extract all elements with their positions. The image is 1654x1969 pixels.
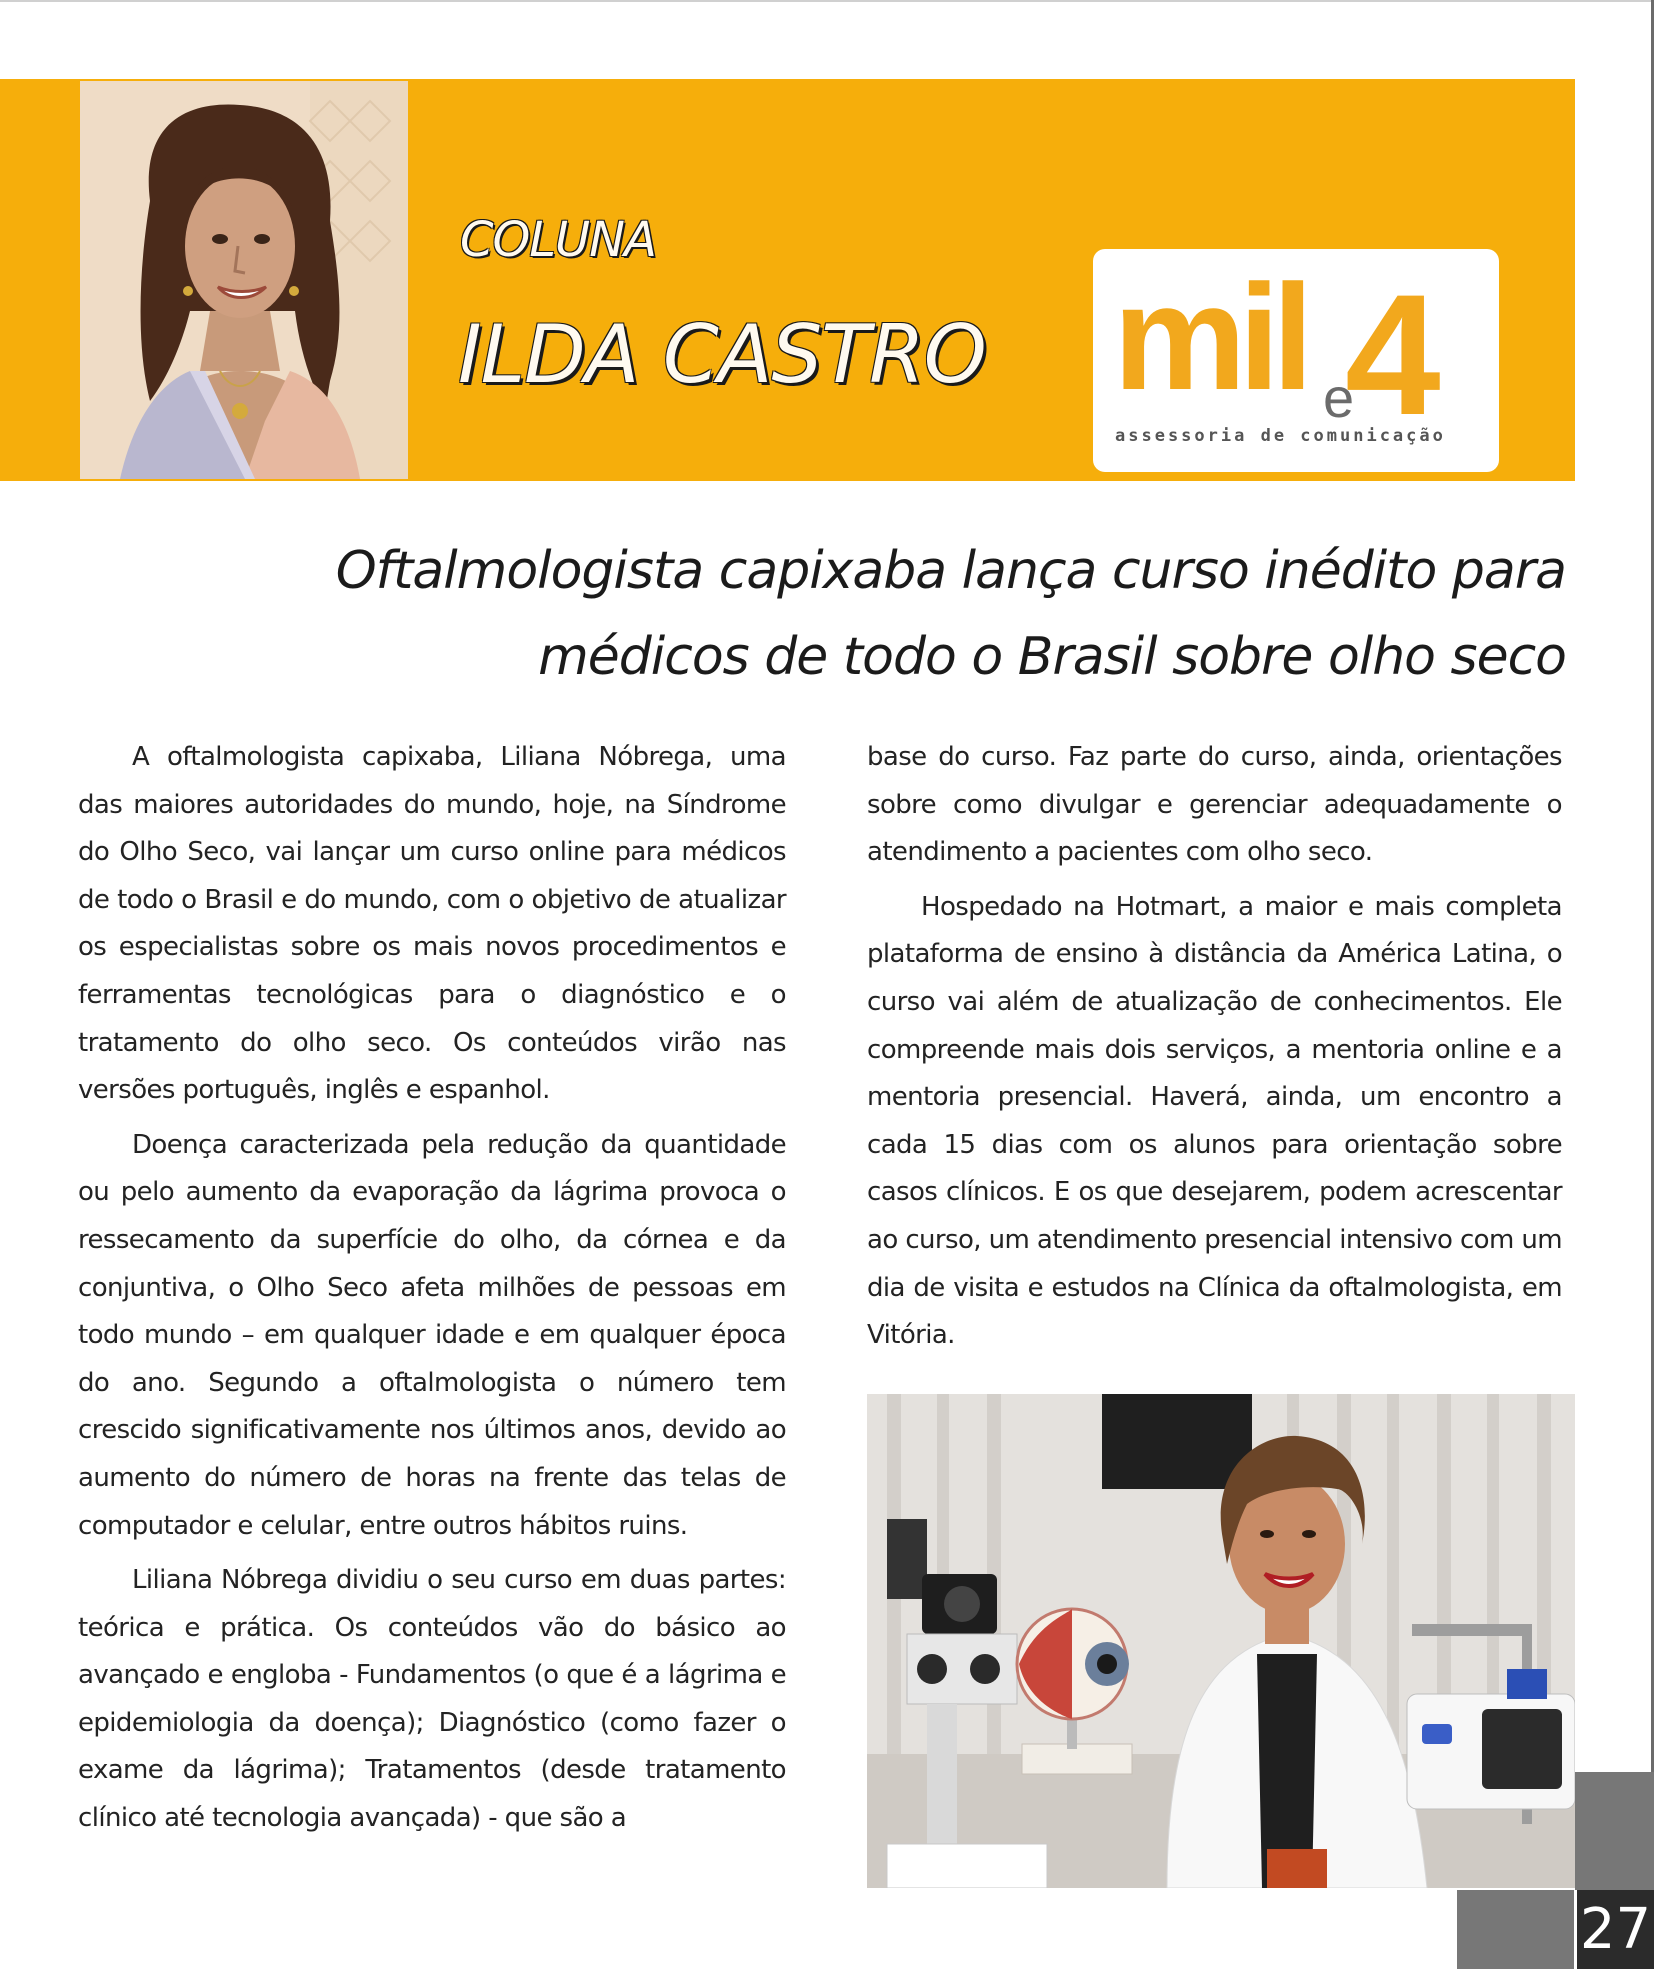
page-corner-block (1575, 1772, 1654, 1890)
logo-connector: e (1323, 366, 1355, 429)
column-author-name: ILDA CASTRO (458, 308, 986, 401)
columnist-portrait (80, 81, 408, 479)
headline-line-1: Oftalmologista capixaba lança curso inédito para (335, 541, 1566, 601)
paragraph-continued: base do curso. Faz parte do curso, ainda, orientações sobre como divulgar e gerenciar adequadamente o atendimento a pacientes com olho seco. (867, 742, 1562, 868)
doctor-clinic-illustration (867, 1394, 1575, 1888)
logo-digit: 4 (1345, 259, 1441, 451)
paragraph: Doença caracterizada pela redução da quantidade ou pelo aumento da evaporação da lágrima provoca o ressecamento da superfície do olho, da córnea e da conjuntiva, o Olho Seco afeta milhões de pessoas em todo mundo – em qualquer idade e em qualquer época do ano. Segundo a oftalmologista o número tem crescido significativamente nos últimos anos, devido ao aumento do número de horas na frente das telas de computador e celular, entre outros hábitos ruins. (78, 1129, 786, 1541)
paragraph: Liliana Nóbrega dividiu o seu curso em duas partes: teórica e prática. Os conteúdos vão do básico ao avançado e engloba - Fundamentos (o que é a lágrima e epidemiologia da doença); Diagnóstico (como fazer o exame da lágrima); Tratamentos (desde tratamento clínico até tecnologia avançada) - que são a (78, 1565, 786, 1834)
columnist-portrait-illustration (80, 81, 408, 479)
page-top-border (0, 0, 1654, 2)
mil-e-4-logo (1093, 249, 1499, 472)
paragraph: Hospedado na Hotmart, a maior e mais completa plataforma de ensino à distância da América Latina, o curso vai além de atualização de conhecimentos. Ele compreende mais dois serviços, a mentoria online e a mentoria presencial. Haverá, ainda, um encontro a cada 15 dias com os alunos para orientação sobre casos clínicos. E os que desejarem, podem acrescentar ao curso, um atendimento presencial intensivo com um dia de visita e estudos na Clínica da oftalmologista, em Vitória. (867, 891, 1562, 1351)
doctor-clinic-photo (867, 1394, 1575, 1888)
article-headline (300, 528, 1566, 700)
logo-tagline: assessoria de comunicação (1115, 426, 1446, 446)
logo-graphic (1093, 249, 1499, 472)
column-label: COLUNA (460, 212, 656, 268)
paragraph: A oftalmologista capixaba, Liliana Nóbrega, uma das maiores autoridades do mundo, hoje, na Síndrome do Olho Seco, vai lançar um curso online para médicos de todo o Brasil e do mundo, com o objetivo de atualizar os especialistas sobre os mais novos procedimentos e ferramentas tecnológicas para o diagnóstico e o tratamento do olho seco. Os conteúdos virão nas versões português, inglês e espanhol. (78, 742, 786, 1106)
logo-wordmark: mil (1113, 253, 1306, 421)
headline-line-2: médicos de todo o Brasil sobre olho seco (538, 627, 1566, 687)
article-right-column (867, 734, 1562, 1367)
page-number: 27 (1574, 1890, 1654, 1969)
article-left-column (78, 734, 786, 1850)
